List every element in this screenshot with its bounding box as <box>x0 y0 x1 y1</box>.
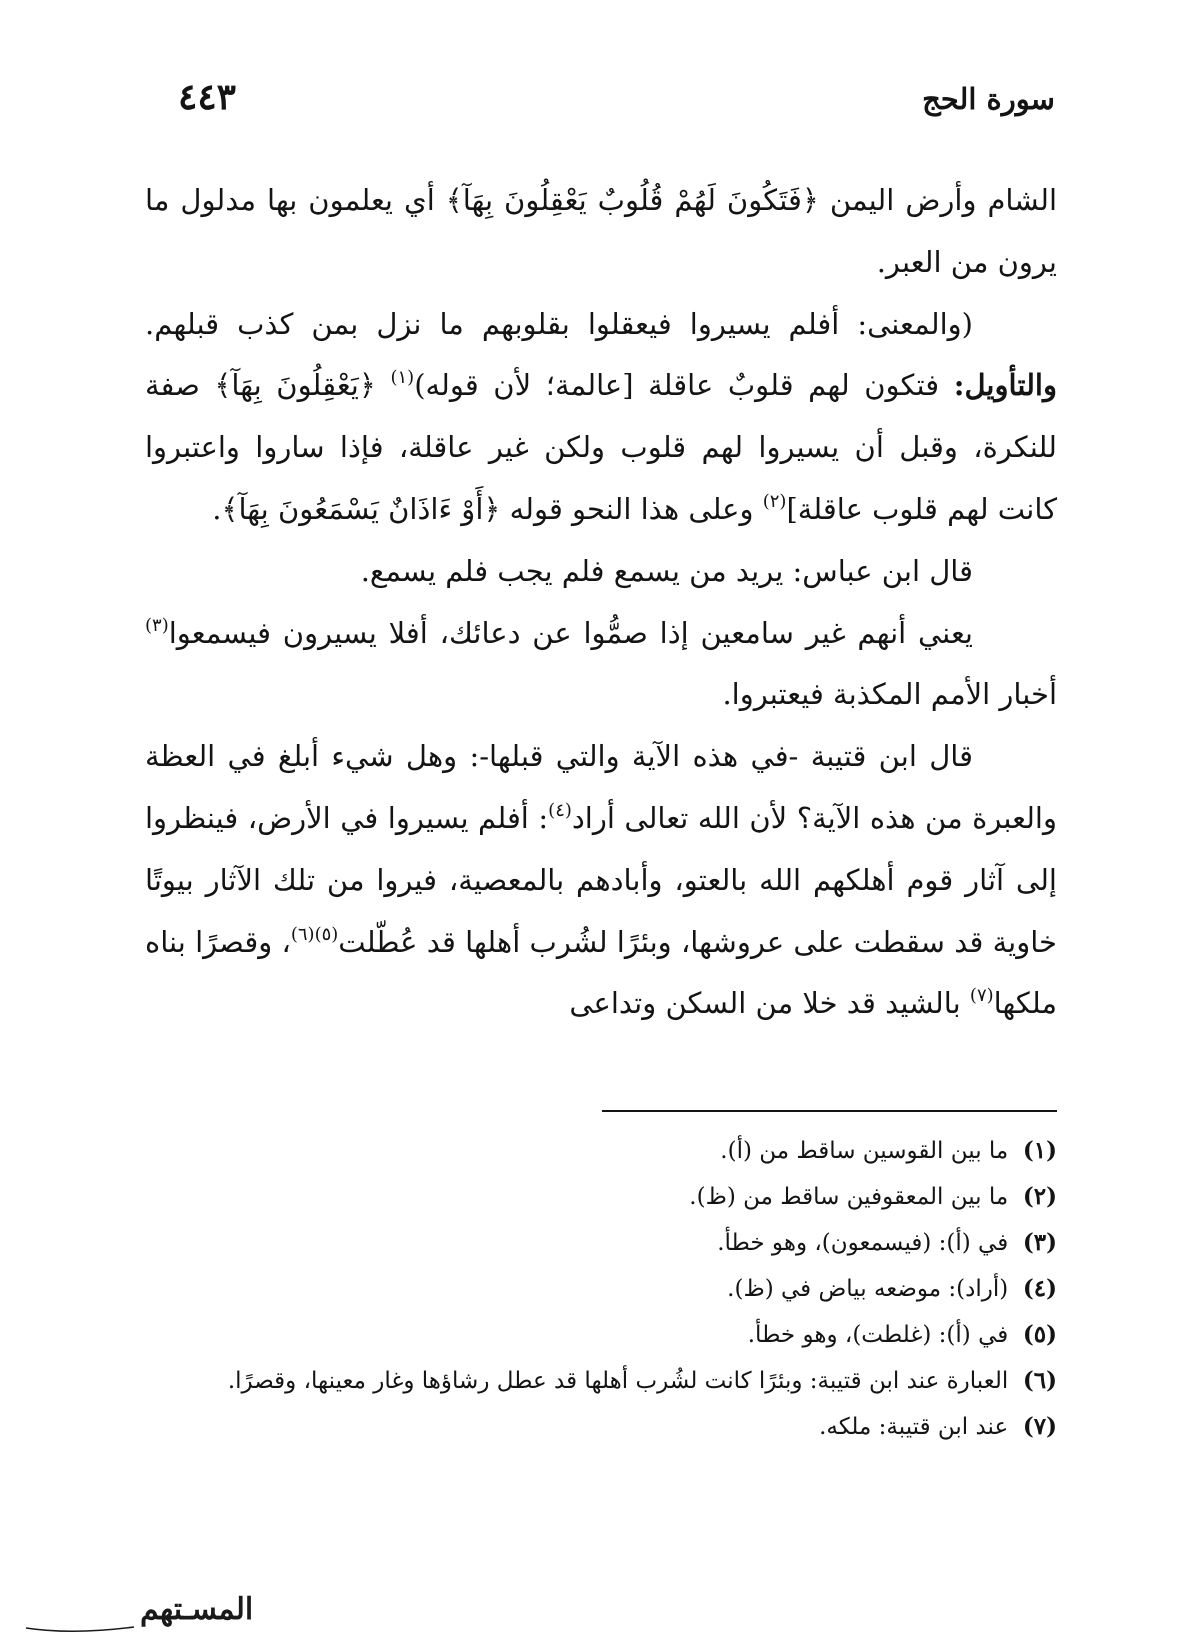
footnote <box>145 1220 1057 1266</box>
quran-verse: ﴿فَتَكُونَ لَهُمْ قُلُوبٌ يَعْقِلُونَ بِهَآ﴾ <box>445 183 819 217</box>
footnote-text: ما بين المعقوفين ساقط من (ظ). <box>689 1184 1009 1210</box>
footnote-text: في (أ): (غلطت)، وهو خطأ. <box>747 1322 1009 1348</box>
text-run: يعني أنهم غير سامعين إذا صمُّوا عن دعائك، أفلا يسيرون فيسمعوا <box>168 615 973 650</box>
footnote <box>145 1404 1057 1450</box>
footnote-marker[interactable]: (٢) <box>762 490 787 512</box>
paragraph-3: قال ابن عباس: يريد من يسمع فلم يجب فلم يسمع. <box>360 553 973 588</box>
surah-title: سورة الحج <box>922 82 1055 116</box>
footnote <box>145 1358 1057 1404</box>
footnote-marker[interactable]: (١) <box>390 367 415 389</box>
footnote-number: (١) <box>1022 1137 1057 1164</box>
paragraph-5 <box>145 726 1057 1035</box>
footnote-marker[interactable]: (٤) <box>548 799 572 821</box>
footnote-text: ما بين القوسين ساقط من (أ). <box>720 1138 1009 1164</box>
text-run: أي يعلمون بها مدلول ما يرون من العبر. <box>145 183 1057 279</box>
main-text <box>145 170 1057 1035</box>
page-number: ٤٤٣ <box>178 76 237 118</box>
publisher-logo <box>12 1583 254 1638</box>
paragraph-4 <box>145 603 1057 727</box>
text-run: ، وقصرًا بناه ملكها <box>145 924 1057 1021</box>
quran-verse: ﴿أَوْ ءَاذَانٌ يَسْمَعُونَ بِهَآ﴾ <box>221 491 501 526</box>
footnote-marker[interactable]: (٣) <box>145 614 169 636</box>
footnote-number: (٦) <box>1022 1367 1057 1394</box>
footnote <box>145 1174 1057 1220</box>
text-run: بالشيد قد خلا من السكن وتداعى <box>569 986 970 1021</box>
footnote-separator <box>602 1110 1057 1112</box>
footnote-text: عند ابن قتيبة: ملكه. <box>819 1414 1009 1440</box>
footnote-number: (٣) <box>1022 1229 1057 1256</box>
footnote-number: (٢) <box>1022 1183 1057 1210</box>
text-run: . <box>212 491 222 526</box>
publisher-logo-text: المسـتهم <box>140 1592 254 1627</box>
footnote-marker[interactable]: (٥) <box>314 923 339 945</box>
text-run: قال ابن قتيبة -في هذه الآية والتي قبلها-: وهل شيء أبلغ في العظة والعبرة من هذه الآية؟ لأن الله تعالى أراد <box>145 739 1057 835</box>
footnote <box>145 1266 1057 1312</box>
text-run: أخبار الأمم المكذبة فيعتبروا. <box>722 677 1057 712</box>
footnote-text: العبارة عند ابن قتيبة: وبئرًا كانت لشُرب أهلها قد عطل رشاؤها وغار معينها، وقصرًا. <box>227 1368 1009 1394</box>
footnote-marker[interactable]: (٦) <box>290 923 315 945</box>
footnote-number: (٥) <box>1022 1321 1057 1348</box>
bold-term: والتأويل: <box>953 368 1057 403</box>
footnote-text: في (أ): (فيسمعون)، وهو خطأ. <box>717 1230 1009 1256</box>
paragraph-2 <box>145 294 1057 541</box>
footnote-number: (٧) <box>1022 1413 1057 1440</box>
text-run: (والمعنى: أفلم يسيروا فيعقلوا بقلوبهم ما نزل بمن كذب قبلهم. <box>145 306 973 341</box>
footnote <box>145 1312 1057 1358</box>
text-run: : أفلم يسيروا في الأرض، فينظروا إلى آثار قوم أهلكهم الله بالعتو، وأبادهم بالمعصية، فيروا من تلك الآثار بيوتًا خاوية قد سقطت على عروشها، وبئرًا لشُرب أهلها قد عُطّلت <box>145 800 1057 959</box>
text-run: الشام وأرض اليمن <box>818 183 1058 217</box>
text-run: صفة للنكرة، وقبل أن يسيروا لهم قلوب ولكن غير عاقلة، فإذا ساروا واعتبروا كانت لهم قلوب عاقلة] <box>145 368 1057 526</box>
paragraph-1 <box>145 170 1057 294</box>
footnote-text: (أراد): موضعه بياض في (ظ). <box>727 1276 1009 1302</box>
quran-verse: ﴿يَعْقِلُونَ بِهَآ﴾ <box>214 368 391 403</box>
footnote-marker[interactable]: (٧) <box>969 985 994 1007</box>
footnote <box>145 1128 1057 1174</box>
footnote-number: (٤) <box>1022 1275 1057 1302</box>
footnotes <box>145 1128 1057 1450</box>
running-header <box>178 76 1055 132</box>
text-run: فتكون لهم قلوبٌ عاقلة [عالمة؛ لأن قوله) <box>414 368 954 403</box>
text-run: وعلى هذا النحو قوله <box>500 491 763 526</box>
